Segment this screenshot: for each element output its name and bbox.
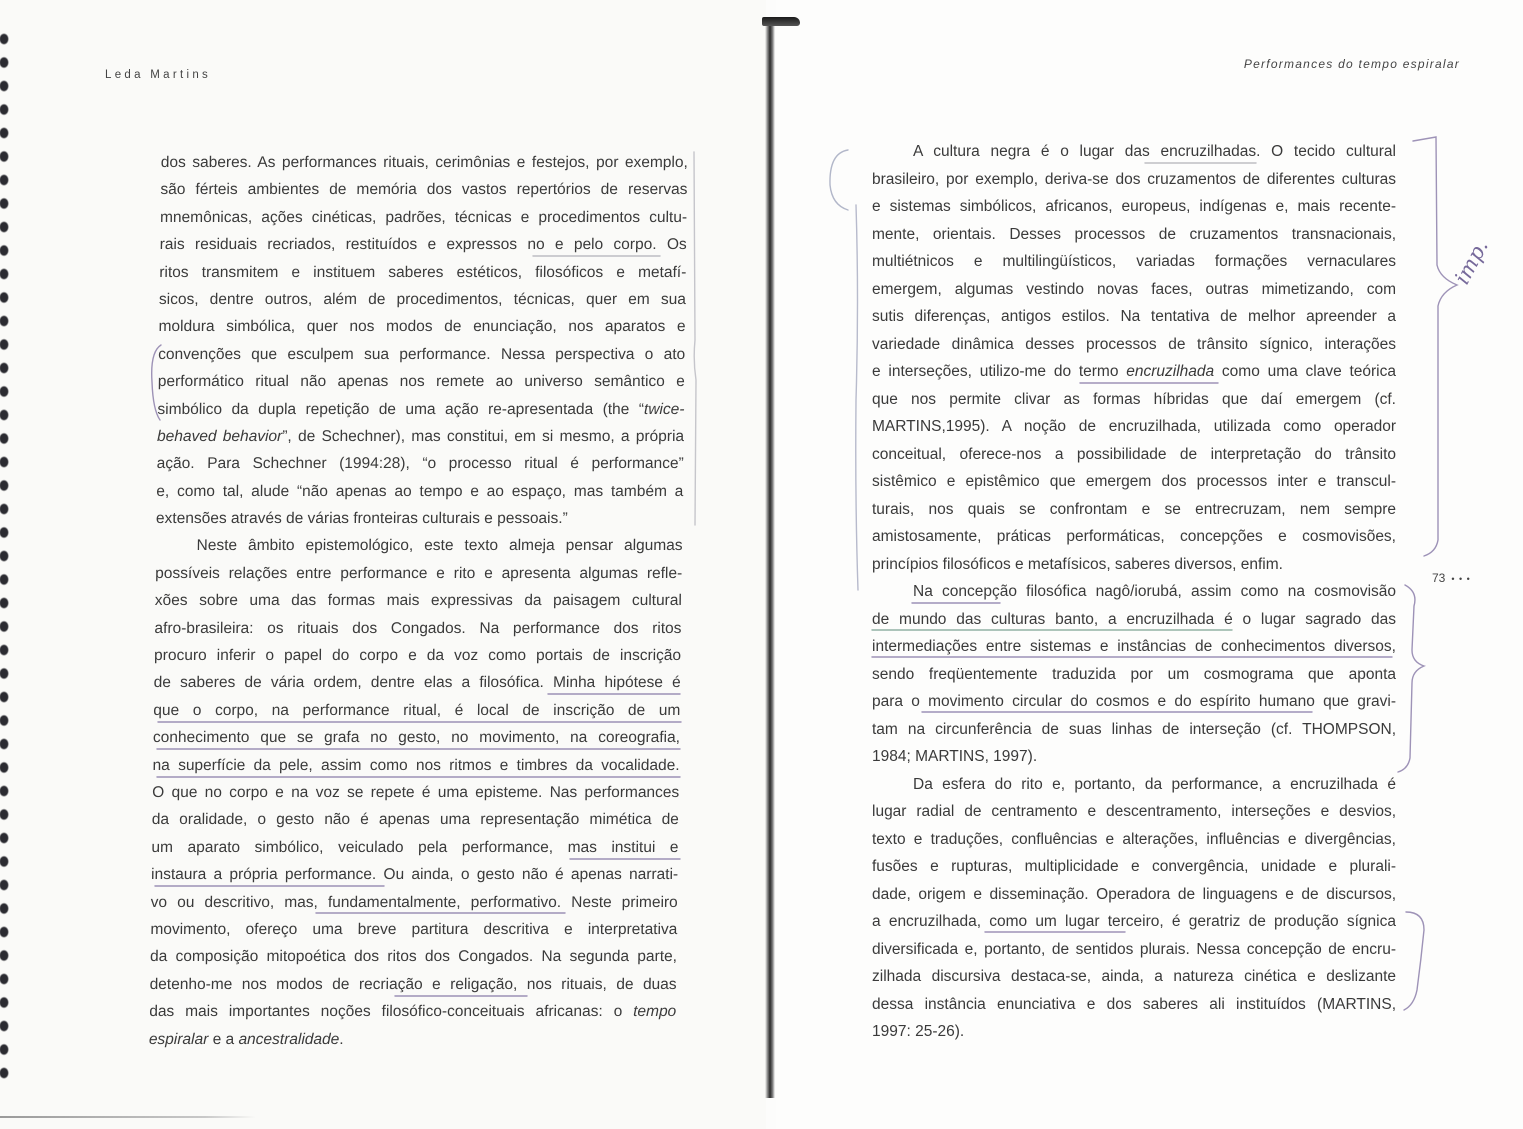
paragraph xyxy=(872,138,1396,578)
paragraph xyxy=(872,771,1396,1046)
text-line xyxy=(152,779,679,806)
text-segment: rais residuais recriados, restituídos e expressos no e pelo corpo. Os xyxy=(159,236,687,254)
text-segment: sicos, dentre outros, além de procedimentos, técnicas, quer em sua xyxy=(158,290,687,308)
text-line xyxy=(872,496,1396,524)
text-line xyxy=(872,303,1396,331)
text-segment: sistêmico e epistêmico que emergem dos processos inter e transcul- xyxy=(872,473,1396,490)
text-line xyxy=(872,716,1396,744)
text-line xyxy=(872,661,1396,689)
text-line xyxy=(872,166,1396,194)
text-line xyxy=(872,688,1396,716)
text-segment: e sistemas simbólicos, africanos, europeus, indígenas e, mais recente- xyxy=(872,198,1396,215)
text-line xyxy=(872,386,1396,414)
text-segment: texto e traduções, confluências e alterações, influências e divergências, xyxy=(872,830,1396,848)
text-segment: diversificada e, portanto, de sentidos plurais. Nessa concepção de encru- xyxy=(872,940,1396,958)
text-segment: mnemônicas, ações cinéticas, padrões, técnicas e procedimentos cultu- xyxy=(159,208,688,226)
text-line xyxy=(152,752,679,779)
gutter-top-smudge xyxy=(762,17,800,26)
text-line xyxy=(872,853,1396,881)
text-line xyxy=(157,423,684,450)
text-line xyxy=(155,532,682,559)
text-segment: amistosamente, práticas performáticas, concepções e cosmovisões, xyxy=(872,528,1396,545)
italic-text: behaved behavior xyxy=(156,427,283,445)
paragraph xyxy=(156,149,688,532)
text-line xyxy=(872,743,1396,771)
text-line xyxy=(872,606,1396,634)
text-line xyxy=(872,413,1396,441)
page-number-ornament: • • • xyxy=(1451,574,1471,584)
text-line xyxy=(872,276,1396,304)
text-segment: extensões através de várias fronteiras culturais e pessoais.” xyxy=(155,510,568,528)
italic-text: twice- xyxy=(643,400,685,418)
text-segment: que o corpo, na performance ritual, é local de inscrição de um xyxy=(153,701,681,719)
text-segment: na superfície da pele, assim como nos ritmos e timbres da vocalidade. xyxy=(152,756,680,774)
text-line xyxy=(159,286,686,313)
text-line xyxy=(151,861,678,888)
text-line xyxy=(160,176,687,203)
text-line xyxy=(872,936,1396,964)
body-text xyxy=(149,149,688,1053)
text-line xyxy=(872,331,1396,359)
text-segment: mente, orientais. Desses processos de cruzamentos transnacionais, xyxy=(872,225,1396,243)
text-segment: procuro inferir o papel do corpo e da voz como portais de inscrição xyxy=(153,647,682,665)
text-line xyxy=(872,1018,1396,1046)
scan-edge-line xyxy=(0,1116,256,1118)
text-line xyxy=(872,771,1396,799)
text-segment: a encruzilhada, como um lugar terceiro, é geratriz de produção sígnica xyxy=(872,913,1396,930)
italic-text: encruzilhada xyxy=(1126,363,1215,380)
text-line xyxy=(872,633,1396,661)
text-line xyxy=(154,615,681,642)
text-segment: moldura simbólica, quer nos modos de enunciação, nos aparatos e xyxy=(158,318,686,336)
page-number xyxy=(1432,570,1471,587)
running-head: Performances do tempo espiralar xyxy=(1243,57,1460,71)
text-line xyxy=(156,478,683,505)
text-line xyxy=(872,908,1396,936)
text-line xyxy=(153,724,680,751)
text-segment: fusões e rupturas, multiplicidade e convergência, unidade e plurali- xyxy=(872,858,1396,875)
text-line xyxy=(872,193,1396,221)
body-text xyxy=(872,138,1396,1046)
text-line xyxy=(149,971,676,998)
text-line xyxy=(872,221,1396,249)
text-line xyxy=(156,505,683,532)
text-segment: para o movimento circular do cosmos e do espírito humano que gravi- xyxy=(872,693,1396,710)
text-segment: e a xyxy=(208,1030,239,1048)
text-line xyxy=(872,468,1396,496)
running-head: Leda Martins xyxy=(105,69,212,81)
text-line xyxy=(154,642,681,669)
text-segment: conhecimento que se grafa no gesto, no movimento, na coreografia, xyxy=(152,729,681,747)
text-segment: instaura a própria performance. Ou ainda, o gesto não é apenas narrati- xyxy=(151,866,679,884)
text-line xyxy=(158,368,685,395)
right-page xyxy=(776,0,1523,1129)
text-segment: variedade dinâmica desses processos de trânsito sígnico, interações xyxy=(872,335,1396,353)
text-segment: conceitual, oferece-nos a possibilidade de interpretação do trânsito xyxy=(872,445,1396,463)
text-line xyxy=(872,578,1396,606)
book-gutter-shadow xyxy=(765,22,775,1098)
text-line xyxy=(149,998,676,1025)
text-segment: turais, nos quais se confrontam e se entrecruzam, nem sempre xyxy=(872,500,1396,518)
text-segment: brasileiro, por exemplo, deriva-se dos cruzamentos de diferentes culturas xyxy=(872,170,1396,188)
text-segment: lugar radial de centramento e descentramento, interseções e desvios, xyxy=(872,803,1396,820)
text-line xyxy=(160,231,687,258)
italic-text: ancestralidade xyxy=(238,1030,340,1048)
margin-note-handwritten: imp. xyxy=(1449,235,1493,289)
text-segment: movimento, ofereço uma breve partitura descritiva e interpretativa xyxy=(150,920,678,938)
text-segment: ”, de Schechner), mas constitui, em si mesmo, a própria xyxy=(282,427,685,445)
text-segment: um aparato simbólico, veiculado pela performance, mas institui e xyxy=(151,838,679,856)
text-segment: performático ritual não apenas nos remete ao universo semântico e xyxy=(157,373,685,391)
text-segment: . xyxy=(339,1030,344,1048)
text-segment: MARTINS,1995). A noção de encruzilhada, utilizada como operador xyxy=(872,418,1396,435)
paragraph xyxy=(872,578,1396,771)
italic-text: espiralar xyxy=(148,1030,209,1048)
text-segment: multiétnicos e multilingüísticos, variadas formações vernaculares xyxy=(872,253,1396,270)
text-segment: como uma clave teórica xyxy=(1214,363,1396,380)
text-line xyxy=(151,834,678,861)
text-line xyxy=(872,551,1396,579)
text-line xyxy=(158,313,685,340)
text-segment: intermediações entre sistemas e instâncias de conhecimentos diversos, xyxy=(872,638,1396,655)
text-segment: 1984; MARTINS, 1997). xyxy=(872,748,1038,765)
text-segment: O que no corpo e na voz se repete é uma episteme. Nas performances xyxy=(152,783,680,801)
text-line xyxy=(872,248,1396,276)
text-segment: dade, origem e disseminação. Operadora de linguagens e de discursos, xyxy=(872,885,1396,903)
text-segment: e, como tal, alude “não apenas ao tempo e ao espaço, mas também a xyxy=(156,482,684,500)
page-number-value: 73 xyxy=(1432,571,1446,585)
text-line xyxy=(872,991,1396,1019)
text-line xyxy=(872,523,1396,551)
text-segment: zilhada discursiva destaca-se, ainda, a natureza cinética e deslizante xyxy=(872,968,1396,985)
text-line xyxy=(160,204,687,231)
text-line xyxy=(872,441,1396,469)
text-line xyxy=(155,560,682,587)
text-segment: da composição mitopoética dos ritos dos Congados. Na segunda parte, xyxy=(149,948,678,966)
text-line xyxy=(158,341,685,368)
text-segment: simbólico da dupla repetição de uma ação re-apresentada (the “ xyxy=(157,400,645,418)
text-line xyxy=(872,138,1396,166)
text-segment: são férteis ambientes de memória dos vastos repertórios de reservas xyxy=(160,181,688,199)
text-segment: Neste âmbito epistemológico, este texto almeja pensar algumas xyxy=(196,537,683,555)
text-line xyxy=(159,259,686,286)
text-segment: dessa instância enunciativa e dos saberes ali instituídos (MARTINS, xyxy=(872,995,1396,1013)
text-segment: que nos permite clivar as formas híbridas que daí emergem (cf. xyxy=(872,390,1396,408)
binding-holes xyxy=(0,28,14,1083)
text-line xyxy=(151,889,678,916)
text-segment: tam na circunferência de suas linhas de interseção (cf. THOMPSON, xyxy=(872,720,1396,738)
text-line xyxy=(872,826,1396,854)
text-line xyxy=(157,396,684,423)
text-segment: detenho-me nos modos de recriação e religação, nos rituais, de duas xyxy=(149,975,677,993)
text-line xyxy=(152,806,679,833)
text-segment: das mais importantes noções filosófico-conceituais africanas: o xyxy=(149,1003,634,1021)
text-segment: vo ou descritivo, mas, fundamentalmente, performativo. Neste primeiro xyxy=(150,893,678,911)
text-segment: princípios filosóficos e metafísicos, saberes diversos, enfim. xyxy=(872,555,1283,573)
text-line xyxy=(157,450,684,477)
text-line xyxy=(872,963,1396,991)
text-line xyxy=(150,943,677,970)
text-segment: emergem, algumas vestindo novas faces, outras mimetizando, com xyxy=(872,280,1396,298)
text-segment: de saberes de vária ordem, dentre elas a filosófica. Minha hipótese é xyxy=(153,674,681,692)
text-line xyxy=(872,358,1396,386)
text-segment: sutis diferenças, antigos estilos. Na tentativa de melhor apreender a xyxy=(872,308,1396,325)
paragraph xyxy=(149,532,683,1052)
text-segment: xões sobre uma das formas mais expressivas da paisagem cultural xyxy=(154,592,682,610)
text-line xyxy=(155,587,682,614)
text-line xyxy=(161,149,688,176)
text-segment: e interseções, utilizo-me do termo xyxy=(872,363,1127,380)
text-line xyxy=(153,697,680,724)
text-segment: convenções que esculpem sua performance. Nessa perspectiva o ato xyxy=(158,345,686,363)
text-segment: afro-brasileira: os rituais dos Congados. Na performance dos ritos xyxy=(154,619,682,637)
text-segment: Da esfera do rito e, portanto, da performance, a encruzilhada é xyxy=(913,775,1396,793)
text-segment: 1997: 25-26). xyxy=(872,1023,965,1040)
text-segment: A cultura negra é o lugar das encruzilhadas. O tecido cultural xyxy=(913,143,1396,160)
text-line xyxy=(154,669,681,696)
text-segment: ação. Para Schechner (1994:28), “o processo ritual é performance” xyxy=(156,455,684,473)
text-segment: sendo freqüentemente traduzida por um cosmograma que aponta xyxy=(872,665,1396,683)
text-segment: de mundo das culturas banto, a encruzilhada é o lugar sagrado das xyxy=(872,610,1396,628)
text-segment: Na concepção filosófica nagô/iorubá, assim como na cosmovisão xyxy=(913,583,1396,600)
text-segment: da oralidade, o gesto não é apenas uma representação mimética de xyxy=(151,811,679,829)
text-segment: ritos transmitem e instituem saberes estéticos, filosóficos e metafí- xyxy=(159,263,687,281)
text-line xyxy=(872,798,1396,826)
text-segment: possíveis relações entre performance e rito e apresenta algumas refle- xyxy=(155,564,683,582)
text-line xyxy=(149,1026,676,1053)
text-line xyxy=(872,881,1396,909)
text-segment: dos saberes. As performances rituais, cerimônias e festejos, por exemplo, xyxy=(160,154,688,171)
text-line xyxy=(150,916,677,943)
italic-text: tempo xyxy=(633,1003,677,1021)
